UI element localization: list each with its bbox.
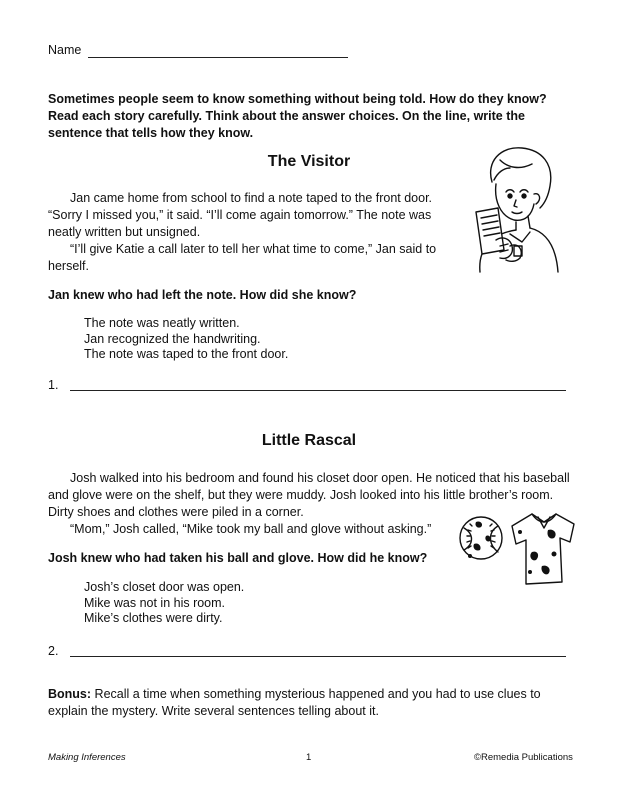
bonus-text: explain the mystery. Write several sentences telling about it. [48,704,379,718]
choice-item: Josh’s closet door was open. [84,580,245,594]
story2-line: Dirty shoes and clothes were piled in a corner. [48,505,304,519]
dirty-shirt-icon [508,508,580,588]
page-number: 1 [306,752,312,763]
choice-item: Mike was not in his room. [84,595,226,610]
story1-line: “Sorry I missed you,” it said. “I’ll come again tomorrow.” The note was [48,208,432,222]
footer-right: ©Remedia Publications [474,752,573,763]
story2-line: “Mom,” Josh called, “Mike took my ball and glove without asking.” [70,522,432,536]
story1-choices [84,316,288,363]
story2-line: Josh walked into his bedroom and found his closet door open. He noticed that his baseball [70,471,570,485]
story2-line: and glove were on the shelf, but they were muddy. Josh looked into his little brother’s room. [48,488,554,502]
answer1-number: 1. [48,378,59,392]
story1-question: Jan knew who had left the note. How did she know? [48,288,357,302]
story1-line: neatly written but unsigned. [48,225,201,239]
story2-question: Josh knew who had taken his ball and glove. How did he know? [48,551,428,565]
story1-title: The Visitor [267,153,351,170]
bonus-section [48,686,588,720]
story2-text [48,470,588,538]
choice-item: The note was taped to the front door. [84,347,289,361]
name-label: Name [48,43,82,57]
choice-item: The note was neatly written. [84,316,240,330]
answer2-line[interactable] [70,656,566,657]
name-line[interactable] [88,57,348,58]
answer1-line[interactable] [70,390,566,391]
story2-choices [84,580,244,627]
bonus-label: Bonus: [48,687,92,701]
story2-title: Little Rascal [261,432,357,449]
answer2-number: 2. [48,644,59,658]
girl-reading-note-icon [470,142,562,274]
story1-text [48,190,468,275]
choice-item: Jan recognized the handwriting. [84,331,261,346]
footer-left: Making Inferences [48,752,126,763]
story1-line: “I’ll give Katie a call later to tell her what time to come,” Jan said to [70,242,437,256]
instructions: Sometimes people seem to know something without being told. How do they know? Read each story carefully. Think about the answer choices. On the line, write the sentence that tells how they know. [48,92,547,140]
story1-line: herself. [48,259,89,273]
story1-line: Jan came home from school to find a note taped to the front door. [70,191,433,205]
choice-item: Mike’s clothes were dirty. [84,611,223,625]
bonus-text: Recall a time when something mysterious happened and you had to use clues to [91,687,541,701]
muddy-ball-icon [456,514,506,562]
